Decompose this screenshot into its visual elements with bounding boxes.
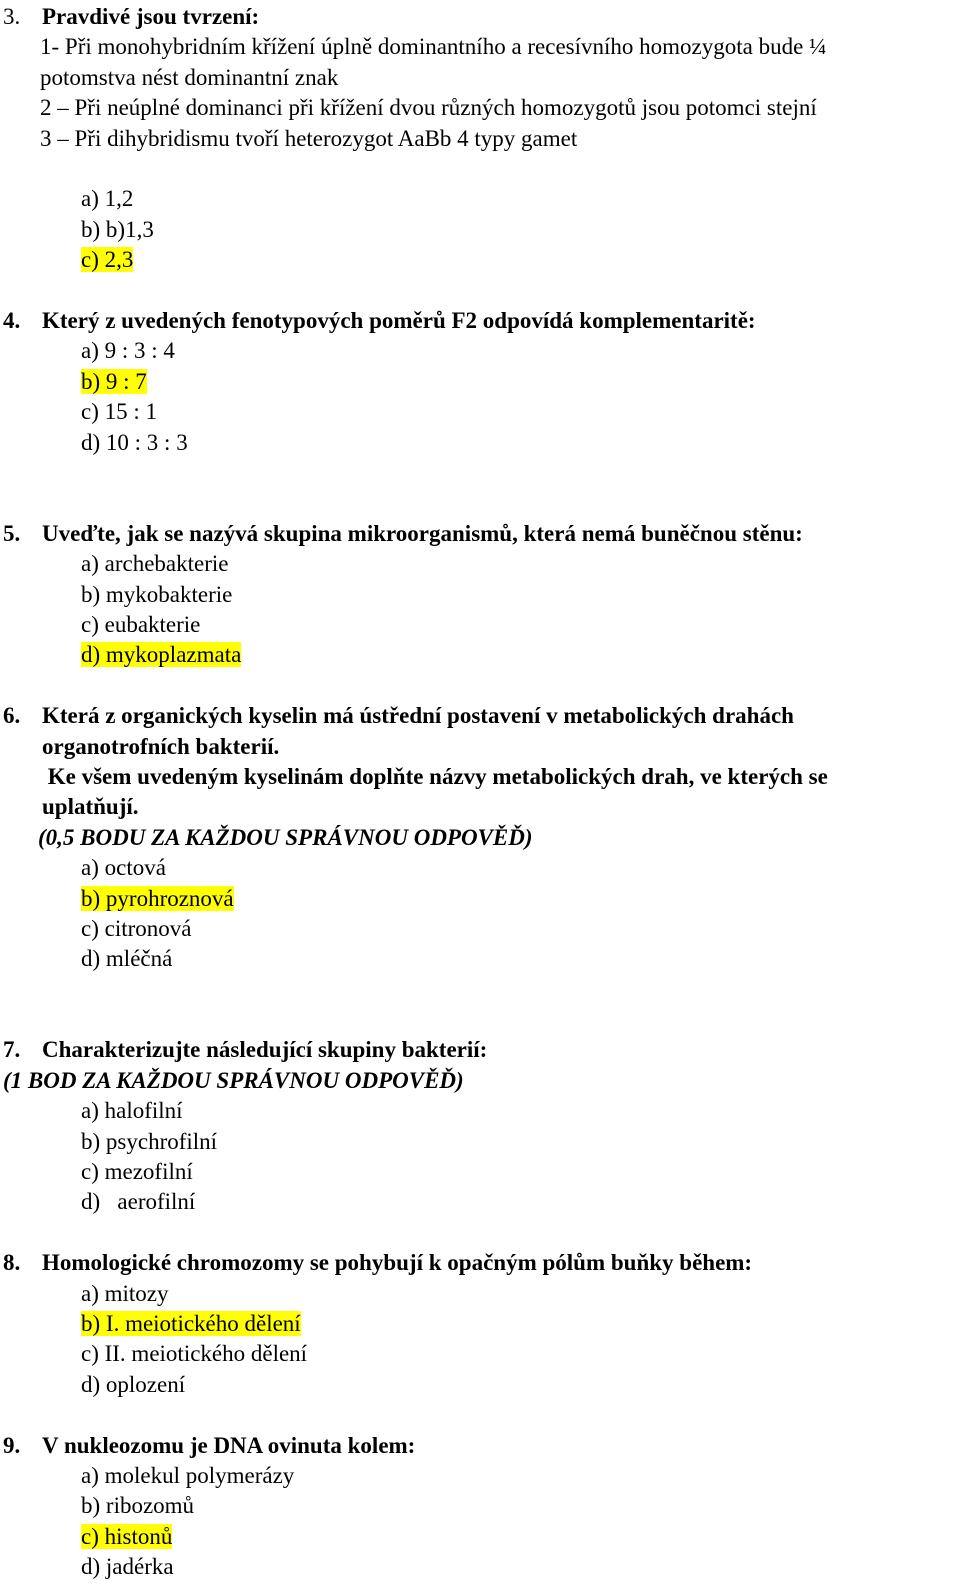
option-a xyxy=(0,549,960,579)
option-a xyxy=(0,1279,960,1309)
option-text: a) 9 : 3 : 4 xyxy=(81,338,175,364)
document-page xyxy=(0,2,960,1583)
question-9 xyxy=(0,1431,960,1583)
question-9-options xyxy=(0,1461,960,1583)
option-text: c) II. meiotického dělení xyxy=(81,1341,308,1367)
highlighted-answer: b) I. meiotického dělení xyxy=(81,1311,301,1337)
option-c xyxy=(0,610,960,640)
question-6-options xyxy=(0,853,960,975)
question-4-number: 4. xyxy=(3,307,21,333)
question-5 xyxy=(0,519,960,701)
question-6-title-line: organotrofních bakterií. xyxy=(42,733,280,759)
question-5-title xyxy=(0,519,960,549)
highlighted-answer: d) mykoplazmata xyxy=(81,642,242,668)
option-a xyxy=(0,184,960,214)
option-text: a) archebakterie xyxy=(81,551,229,577)
option-text: c) eubakterie xyxy=(81,611,201,637)
question-3 xyxy=(0,2,960,306)
option-b xyxy=(0,580,960,610)
option-text: b) b)1,3 xyxy=(81,216,154,242)
option-text: d) aerofilní xyxy=(81,1189,196,1215)
option-text: a) molekul polymerázy xyxy=(81,1463,295,1488)
option-b xyxy=(0,367,960,397)
question-3-options xyxy=(0,184,960,275)
question-3-statement-line: potomstva nést dominantní znak xyxy=(40,64,339,90)
option-a xyxy=(0,336,960,366)
question-3-title-text: Pravdivé jsou tvrzení: xyxy=(42,4,260,29)
question-6-title xyxy=(0,701,960,823)
question-7 xyxy=(0,1035,960,1248)
option-d xyxy=(0,1187,960,1217)
option-text: b) ribozomů xyxy=(81,1493,195,1519)
question-5-title-text: Uveďte, jak se nazývá skupina mikroorganismů, která nemá buněčnou stěnu: xyxy=(42,520,803,546)
option-a xyxy=(0,1461,960,1491)
question-8 xyxy=(0,1248,960,1430)
option-c xyxy=(0,245,960,275)
highlighted-answer: c) histonů xyxy=(81,1523,173,1549)
question-7-title xyxy=(0,1035,960,1065)
option-text: b) psychrofilní xyxy=(81,1128,218,1154)
question-7-title-text: Charakterizujte následující skupiny bakterií: xyxy=(42,1037,488,1063)
question-6-scoring-note: (0,5 BODU ZA KAŽDOU SPRÁVNOU ODPOVĚĎ) xyxy=(38,824,533,850)
option-text: d) 10 : 3 : 3 xyxy=(81,429,188,455)
option-c xyxy=(0,1339,960,1369)
question-9-title-text: V nukleozomu je DNA ovinuta kolem: xyxy=(42,1432,416,1458)
question-5-options xyxy=(0,549,960,671)
option-text: c) 15 : 1 xyxy=(81,399,158,425)
option-text: d) oplození xyxy=(81,1371,186,1397)
highlighted-answer: b) pyrohroznová xyxy=(81,885,234,911)
option-text: c) mezofilní xyxy=(81,1159,193,1185)
question-8-title xyxy=(0,1248,960,1278)
question-9-title xyxy=(0,1431,960,1461)
option-b xyxy=(0,215,960,245)
question-4-options xyxy=(0,336,960,458)
question-3-statement-line: 2 – Při neúplné dominanci při křížení dvou různých homozygotů jsou potomci stejní xyxy=(40,95,817,121)
option-c xyxy=(0,397,960,427)
option-text: a) octová xyxy=(81,855,166,881)
question-7-number: 7. xyxy=(3,1037,21,1063)
option-b xyxy=(0,884,960,914)
question-6-title-line: uplatňují. xyxy=(42,794,139,820)
option-d xyxy=(0,1552,960,1582)
question-3-statement-line: 3 – Při dihybridismu tvoří heterozygot AaBb 4 typy gamet xyxy=(40,125,578,151)
option-b xyxy=(0,1309,960,1339)
option-text: d) jadérka xyxy=(81,1554,174,1580)
option-text: b) mykobakterie xyxy=(81,581,233,607)
highlighted-answer: c) 2,3 xyxy=(81,247,134,273)
option-c xyxy=(0,1522,960,1552)
question-8-title-text: Homologické chromozomy se pohybují k opačným pólům buňky během: xyxy=(42,1250,753,1276)
question-3-title xyxy=(0,2,960,32)
question-3-statement-line: 1- Při monohybridním křížení úplně dominantního a recesívního homozygota bude ¼ xyxy=(40,34,827,60)
option-c xyxy=(0,1157,960,1187)
question-7-options xyxy=(0,1096,960,1218)
question-6-title-line: Ke všem uvedeným kyselinám doplňte názvy metabolických drah, ve kterých se xyxy=(42,763,828,789)
question-4 xyxy=(0,306,960,519)
option-text: d) mléčná xyxy=(81,946,173,972)
question-3-number: 3. xyxy=(3,4,21,29)
option-a xyxy=(0,1096,960,1126)
question-5-number: 5. xyxy=(3,520,21,546)
question-6-title-line: Která z organických kyselin má ústřední postavení v metabolických drahách xyxy=(42,703,794,729)
question-4-title xyxy=(0,306,960,336)
option-a xyxy=(0,853,960,883)
question-8-number: 8. xyxy=(3,1250,21,1276)
question-7-scoring-note: (1 BOD ZA KAŽDOU SPRÁVNOU ODPOVĚĎ) xyxy=(3,1067,464,1093)
option-b xyxy=(0,1127,960,1157)
highlighted-answer: b) 9 : 7 xyxy=(81,368,147,394)
question-6 xyxy=(0,701,960,1035)
option-text: a) 1,2 xyxy=(81,186,134,212)
option-d xyxy=(0,1370,960,1400)
question-6-number: 6. xyxy=(3,703,21,729)
option-d xyxy=(0,944,960,974)
option-text: c) citronová xyxy=(81,915,192,941)
question-9-number: 9. xyxy=(3,1432,21,1458)
option-d xyxy=(0,428,960,458)
option-text: a) mitozy xyxy=(81,1280,169,1306)
option-c xyxy=(0,914,960,944)
option-d xyxy=(0,640,960,670)
option-b xyxy=(0,1491,960,1521)
option-text: a) halofilní xyxy=(81,1098,183,1124)
question-8-options xyxy=(0,1279,960,1401)
question-4-title-text: Který z uvedených fenotypových poměrů F2 odpovídá komplementaritě: xyxy=(42,307,756,333)
